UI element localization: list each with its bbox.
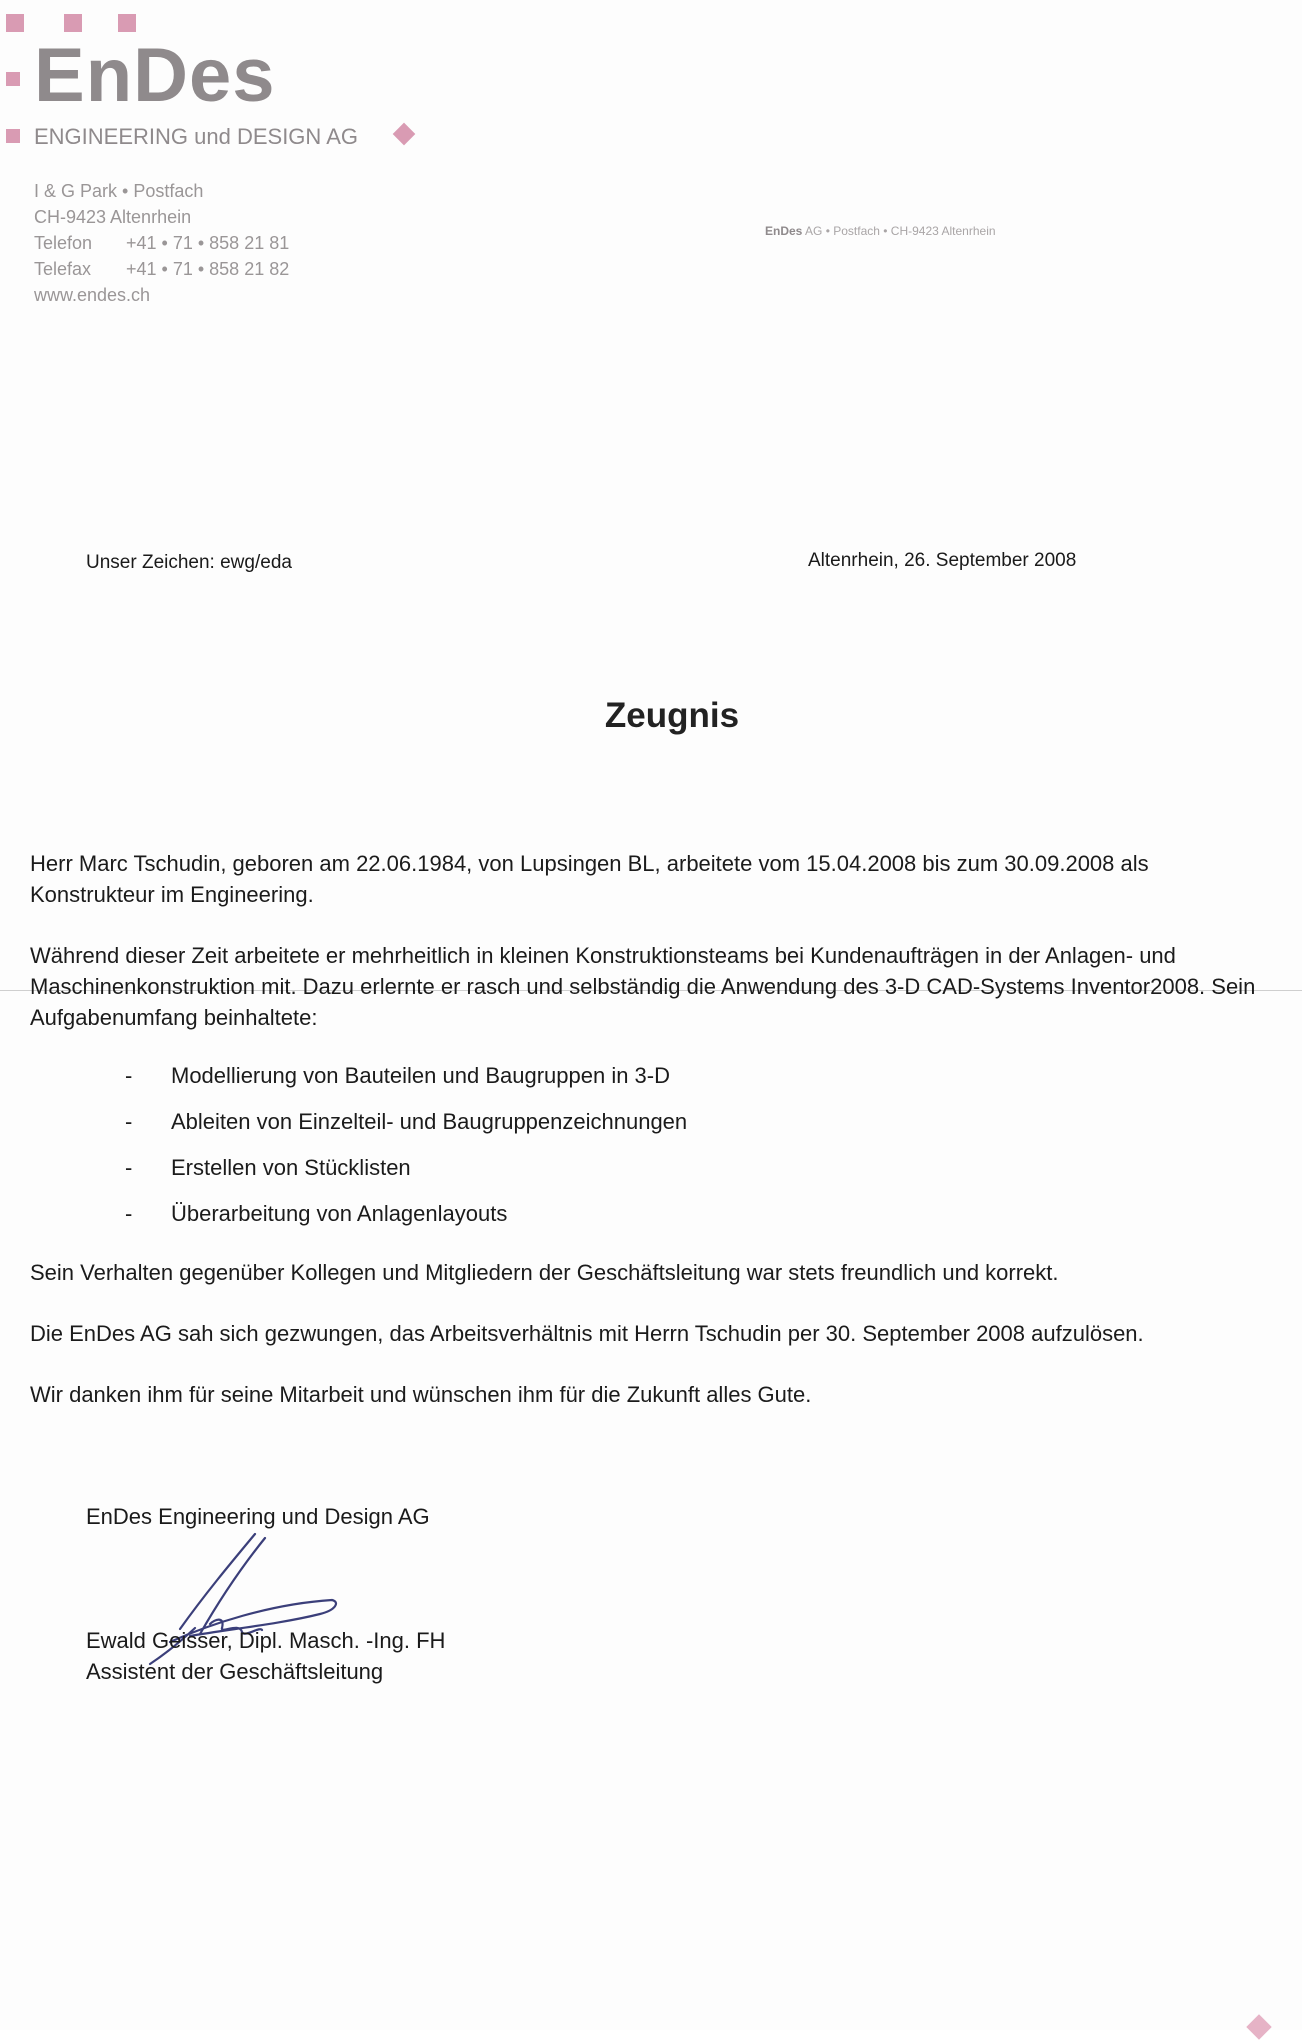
return-address <box>765 224 996 238</box>
letter-body <box>30 848 1270 1440</box>
place-date: Altenrhein, 26. September 2008 <box>808 550 1077 571</box>
company-subtitle: ENGINEERING und DESIGN AG <box>34 124 358 149</box>
company-address <box>34 178 289 308</box>
closing-company: EnDes Engineering und Design AG <box>86 1504 430 1529</box>
phone-value: +41 • 71 • 858 21 81 <box>126 233 290 253</box>
signer-block <box>86 1625 445 1687</box>
logo-square <box>6 14 24 32</box>
address-line: CH-9423 Altenrhein <box>34 207 192 227</box>
company-logo: EnDes <box>34 33 276 118</box>
return-company: EnDes <box>765 224 803 238</box>
paragraph: Wir danken ihm für seine Mitarbeit und wünschen ihm für die Zukunft alles Gute. <box>30 1382 812 1407</box>
fax-line <box>34 256 289 282</box>
task-text: Überarbeitung von Anlagenlayouts <box>171 1201 508 1226</box>
fax-value: +41 • 71 • 858 21 82 <box>126 259 290 279</box>
paragraph: Die EnDes AG sah sich gezwungen, das Arbeitsverhältnis mit Herrn Tschudin per 30. September 2008 aufzulösen. <box>30 1321 1144 1346</box>
corner-diamond <box>1246 2014 1271 2039</box>
task-text: Ableiten von Einzelteil- und Baugruppenzeichnungen <box>171 1109 688 1134</box>
fax-label: Telefax <box>34 259 92 279</box>
logo-square <box>118 14 136 32</box>
list-item: - Ableiten von Einzelteil- und Baugruppenzeichnungen <box>125 1109 688 1134</box>
paragraph: Sein Verhalten gegenüber Kollegen und Mitgliedern der Geschäftsleitung war stets freundlich und korrekt. <box>30 1260 1059 1285</box>
logo-squares <box>0 14 160 34</box>
document-title: Zeugnis <box>604 696 740 735</box>
signer-role: Assistent der Geschäftsleitung <box>86 1659 384 1684</box>
paragraph: Herr Marc Tschudin, geboren am 22.06.1984, von Lupsingen BL, arbeitete vom 15.04.2008 bis zum 30.09.2008 als Konstrukteur im Engineering. <box>30 851 1149 907</box>
logo-bullet <box>6 72 20 86</box>
signer-name: Ewald Geisser, Dipl. Masch. -Ing. FH <box>86 1628 446 1653</box>
list-item: - Modellierung von Bauteilen und Baugruppen in 3-D <box>125 1063 671 1088</box>
task-list <box>30 1053 1270 1237</box>
reference: Unser Zeichen: ewg/eda <box>86 552 292 573</box>
list-item: - Erstellen von Stücklisten <box>125 1155 411 1180</box>
return-address-rest: AG • Postfach • CH-9423 Altenrhein <box>805 224 996 238</box>
task-text: Erstellen von Stücklisten <box>171 1155 411 1180</box>
address-line: I & G Park • Postfach <box>34 181 204 201</box>
phone-label: Telefon <box>34 233 93 253</box>
subtitle-bullet <box>6 129 20 143</box>
task-text: Modellierung von Bauteilen und Baugruppen in 3-D <box>171 1063 671 1088</box>
logo-square <box>64 14 82 32</box>
phone-line <box>34 230 289 256</box>
list-item: - Überarbeitung von Anlagenlayouts <box>125 1201 508 1226</box>
paragraph: Während dieser Zeit arbeitete er mehrheitlich in kleinen Konstruktionsteams bei Kundenaufträgen in der Anlagen- und Maschinenkonstruktion mit. Dazu erlernte er rasch und selbständig die Anwendung des 3-D CAD-Systems Inventor2008. Sein Aufgabenumfang beinhaltete: <box>30 943 1256 1030</box>
logo-diamond <box>393 123 416 146</box>
website: www.endes.ch <box>34 285 151 305</box>
